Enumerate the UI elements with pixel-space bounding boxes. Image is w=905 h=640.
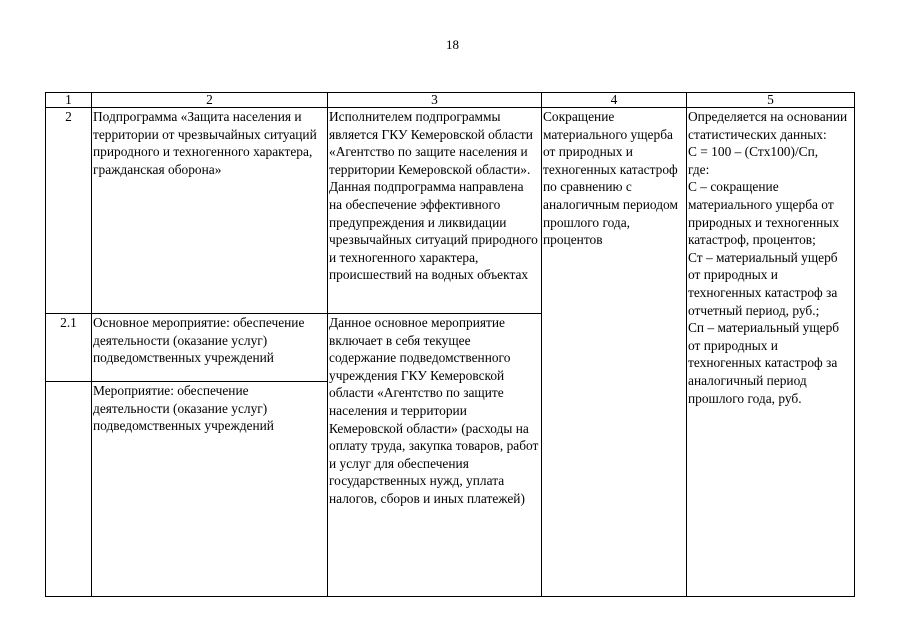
calculation-method-cell [687,108,855,597]
method-line: С – сокращение материального ущерба от природных и техногенных катастроф, процентов; [688,179,840,248]
method-line: С = 100 – (Стх100)/Сп, [688,144,819,160]
subprogram-name: Подпрограмма «Защита населения и территории от чрезвычайных ситуаций природного и техногенного характера, гражданская оборона» [92,108,328,314]
program-table [45,92,855,597]
header-cell: 2 [92,93,328,108]
header-cell: 3 [328,93,542,108]
activity-name: Мероприятие: обеспечение деятельности (оказание услуг) подведомственных учреждений [92,382,328,597]
row-number: 2 [46,108,92,314]
method-line: где: [688,161,710,177]
table-row [46,108,855,314]
header-cell: 4 [542,93,687,108]
subprogram-description: Исполнителем подпрограммы является ГКУ Кемеровской области «Агентство по защите населения и территории Кемеровской области». Данная подпрограмма направлена на обеспечение эффективного предупреждения и ликвидации чрезвычайных ситуаций природного и техногенного характера, происшествий на водных объектах [328,108,542,314]
table-header-row [46,93,855,108]
row-number: 2.1 [46,314,92,382]
indicator-cell: Сокращение материального ущерба от природных и техногенных катастроф по сравнению с аналогичным периодом прошлого года, процентов [542,108,687,597]
main-activity-name: Основное мероприятие: обеспечение деятельности (оказание услуг) подведомственных учреждений [92,314,328,382]
header-cell: 1 [46,93,92,108]
main-activity-description: Данное основное мероприятие включает в себя текущее содержание подведомственного учреждения ГКУ Кемеровской области «Агентство по защите населения и территории Кемеровской области» (расходы на оплату труда, закупка товаров, работ и услуг для обеспечения государственных нужд, уплата налогов, сборов и иных платежей) [328,314,542,597]
method-line: Определяется на основании статистических данных: [688,109,848,142]
header-cell: 5 [687,93,855,108]
method-line: Ст – материальный ущерб от природных и техногенных катастроф за отчетный период, руб.; [688,249,838,318]
row-number [46,382,92,597]
page-number: 18 [446,37,459,52]
method-line: Сп – материальный ущерб от природных и техногенных катастроф за аналогичный период прошлого года, руб. [688,320,840,406]
